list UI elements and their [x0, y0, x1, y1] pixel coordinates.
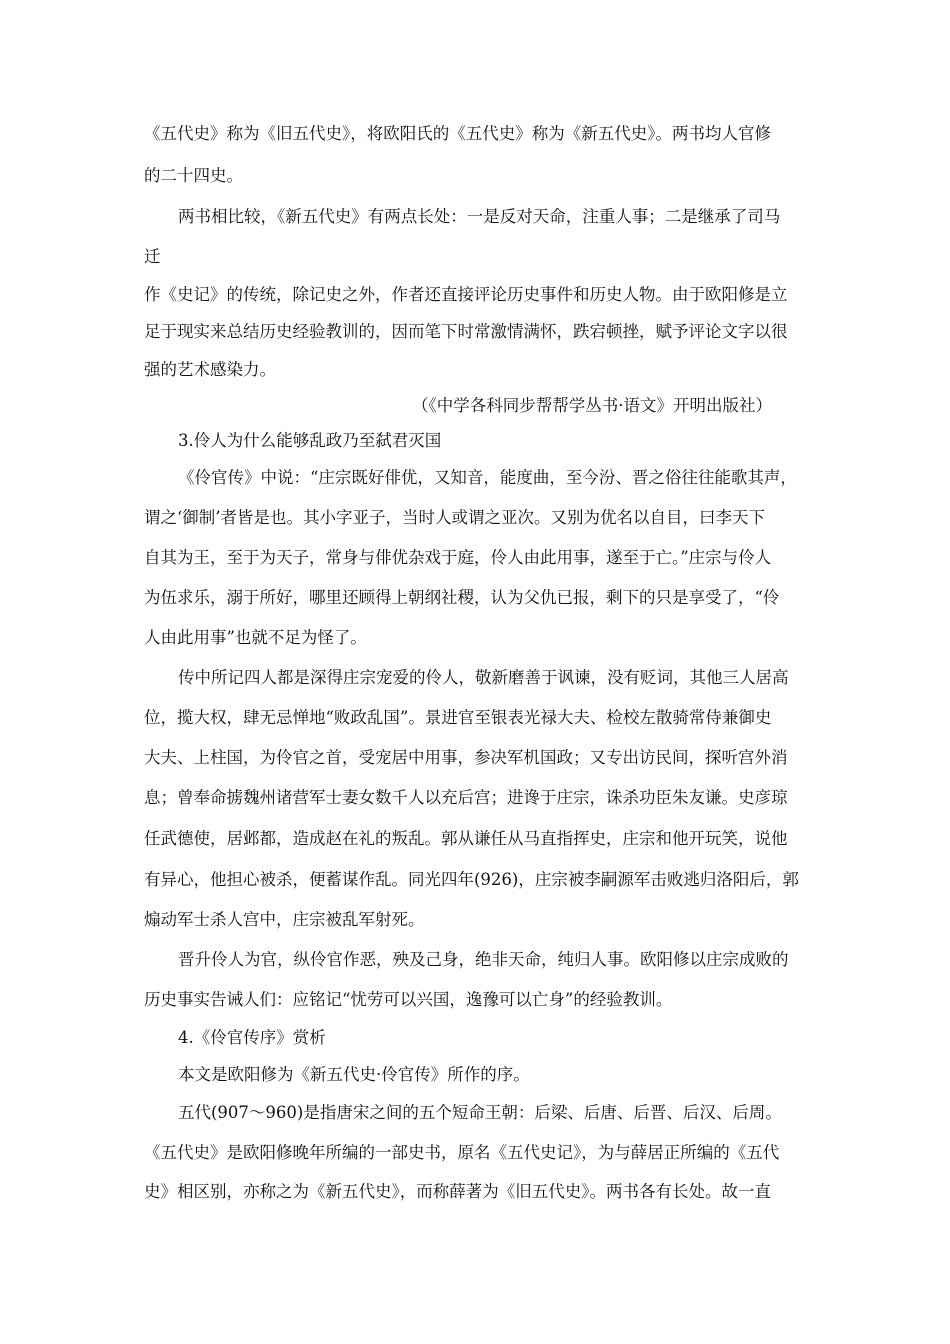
text-line: 史》相区别，亦称之为《新五代史》，而称薛著为《旧五代史》。两书各有长处。故一直	[144, 1182, 771, 1201]
text-line: 迁	[144, 247, 161, 266]
section-heading: 3.伶人为什么能够乱政乃至弑君灭国	[178, 431, 442, 450]
text-line: 历史事实告诫人们：应铭记“忧劳可以兴国，逸豫可以亡身”的经验教训。	[144, 990, 673, 1009]
text-line: 为伍求乐，溺于所好，哪里还顾得上朝纲社稷，认为父仇已报，剩下的只是享受了，“伶	[144, 588, 780, 607]
text-line: 本文是欧阳修为《新五代史·伶官传》所作的序。	[178, 1065, 530, 1084]
text-line: 有异心，他担心被杀，便蓄谋作乱。同光四年(926)，庄宗被李嗣源军击败逃归洛阳后，郭	[144, 870, 799, 889]
text-line: 《伶官传》中说：“庄宗既好俳优，又知音，能度曲，至今汾、晋之俗往往能歌其声，	[178, 468, 797, 487]
text-line: 任武德使，居邺都，造成赵在礼的叛乱。郭从谦任从马直指挥史，庄宗和他开玩笑，说他	[144, 829, 788, 848]
text-line: 作《史记》的传统，除记史之外，作者还直接评论历史事件和历史人物。由于欧阳修是立	[144, 285, 788, 304]
text-line: 晋升伶人为官，纵伶官作恶，殃及己身，绝非天命，纯归人事。欧阳修以庄宗成败的	[178, 950, 789, 969]
text-line: 息；曾奉命掳魏州诸营军士妻女数千人以充后宫；进谗于庄宗，诛杀功臣朱友谦。史彦琼	[144, 788, 788, 807]
text-line: 煽动军士杀人宫中，庄宗被乱军射死。	[144, 910, 425, 929]
citation-line: （《中学各科同步帮帮学丛书·语文》开明出版社）	[412, 396, 772, 415]
section-heading: 4.《伶官传序》赏析	[178, 1028, 326, 1047]
text-line: 强的艺术感染力。	[144, 360, 276, 379]
text-line: 大夫、上柱国，为伶官之首，受宠居中用事，参决军机国政；又专出访民间，探听宫外消	[144, 748, 788, 767]
text-line: 传中所记四人都是深得庄宗宠爱的伶人，敬新磨善于讽谏，没有贬词，其他三人居高	[178, 668, 789, 687]
text-line: 五代(907～960)是指唐宋之间的五个短命王朝：后梁、后唐、后晋、后汉、后周。	[178, 1103, 782, 1122]
text-line: 《五代史》称为《旧五代史》，将欧阳氏的《五代史》称为《新五代史》。两书均人官修	[144, 124, 771, 143]
text-line: 两书相比较，《新五代史》有两点长处：一是反对天命，注重人事；二是继承了司马	[178, 207, 781, 226]
text-line: 自其为王，至于为天子，常身与俳优杂戏于庭，伶人由此用事，遂至于亡。”庄宗与伶人	[144, 548, 772, 567]
text-line: 人由此用事”也就不足为怪了。	[144, 628, 367, 647]
text-line: 位，揽大权，肆无忌惮地“败政乱国”。景进官至银表光禄大夫、检校左散骑常侍兼御史	[144, 708, 772, 727]
text-line: 的二十四史。	[144, 166, 243, 185]
text-line: 《五代史》是欧阳修晚年所编的一部史书，原名《五代史记》，为与薛居正所编的《五代	[144, 1143, 780, 1162]
text-line: 谓之‘御制’者皆是也。其小字亚子，当时人或谓之亚次。又别为优名以自目，曰李天下	[144, 508, 765, 527]
text-line: 足于现实来总结历史经验教训的，因而笔下时常激情满怀，跌宕顿挫，赋予评论文字以很	[144, 322, 788, 341]
